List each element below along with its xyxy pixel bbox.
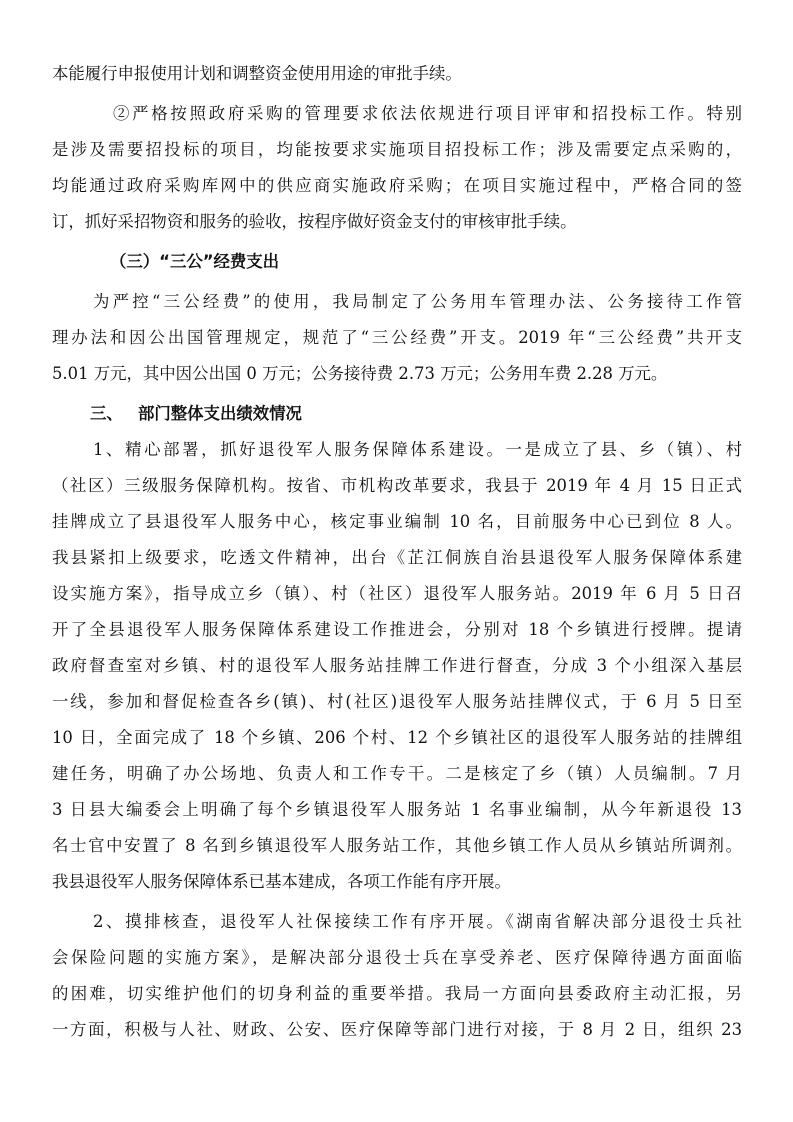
paragraph-line: 10 日，全面完成了 18 个乡镇、206 个村、12 个乡镇社区的退役军人服务站的挂牌组 — [52, 728, 742, 747]
paragraph-line: 5.01 万元，其中因公出国 0 万元；公务接待费 2.73 万元；公务用车费 2.28 万元。 — [52, 364, 668, 383]
section-heading-3: （三）“三公”经费支出 — [110, 252, 280, 271]
paragraph-line: 均能通过政府采购库网中的供应商实施政府采购；在项目实施过程中，严格合同的签 — [52, 176, 742, 195]
section-title: 部门整体支出绩效情况 — [138, 404, 302, 423]
paragraph-line: 本能履行申报使用计划和调整资金使用用途的审批手续。 — [52, 64, 462, 83]
paragraph-line: ②严格按照政府采购的管理要求依法依规进行项目评审和招投标工作。特别 — [113, 104, 742, 123]
paragraph-line: 理办法和因公出国管理规定，规范了“三公经费”开支。2019 年“三公经费”共开支 — [52, 328, 742, 347]
paragraph-line: 是涉及需要招投标的项目，均能按要求实施项目招投标工作；涉及需要定点采购的， — [52, 140, 742, 159]
paragraph-line: 名士官中安置了 8 名到乡镇退役军人服务站工作，其他乡镇工作人员从乡镇站所调剂。 — [52, 836, 742, 855]
paragraph-line: 挂牌成立了县退役军人服务中心，核定事业编制 10 名，目前服务中心已到位 8 人。 — [52, 512, 742, 531]
paragraph-line: 的困难，切实维护他们的切身利益的重要举措。我局一方面向县委政府主动汇报，另 — [52, 984, 742, 1003]
paragraph-line: 一线，参加和督促检查各乡(镇)、村(社区)退役军人服务站挂牌仪式，于 6 月 5 日至 — [52, 692, 742, 711]
paragraph-line: （社区）三级服务保障机构。按省、市机构改革要求，我县于 2019 年 4 月 15 日正式 — [52, 476, 742, 495]
paragraph-line: 1、精心部署，抓好退役军人服务保障体系建设。一是成立了县、乡（镇）、村 — [93, 440, 742, 459]
paragraph-line: 建任务，明确了办公场地、负责人和工作专干。二是核定了乡（镇）人员编制。7 月 — [52, 764, 742, 783]
paragraph-line: 政府督查室对乡镇、村的退役军人服务站挂牌工作进行督查，分成 3 个小组深入基层 — [52, 656, 742, 675]
paragraph-line: 设实施方案》，指导成立乡（镇）、村（社区）退役军人服务站。2019 年 6 月 5 日召 — [52, 584, 742, 603]
paragraph-line: 我县退役军人服务保障体系已基本建成，各项工作能有序开展。 — [52, 872, 511, 891]
paragraph-line: 订，抓好采招物资和服务的验收，按程序做好资金支付的审核审批手续。 — [52, 212, 577, 231]
paragraph-line: 会保险问题的实施方案》，是解决部分退役士兵在享受养老、医疗保障待遇方面面临 — [52, 948, 742, 967]
paragraph-line: 2、摸排核查，退役军人社保接续工作有序开展。《湖南省解决部分退役士兵社 — [93, 912, 742, 931]
paragraph-line: 开了全县退役军人服务保障体系建设工作推进会，分别对 18 个乡镇进行授牌。提请 — [52, 620, 742, 639]
paragraph-line: 3 日县大编委会上明确了每个乡镇退役军人服务站 1 名事业编制，从今年新退役 13 — [52, 800, 742, 819]
paragraph-line: 为严控“三公经费”的使用，我局制定了公务用车管理办法、公务接待工作管 — [93, 292, 742, 311]
section-number: 三、 — [90, 404, 123, 423]
paragraph-line: 我县紧扣上级要求，吃透文件精神，出台《芷江侗族自治县退役军人服务保障体系建 — [52, 548, 742, 567]
section-heading-2 — [90, 402, 490, 426]
paragraph-line: 一方面，积极与人社、财政、公安、医疗保障等部门进行对接，于 8 月 2 日，组织 23 — [52, 1020, 742, 1039]
